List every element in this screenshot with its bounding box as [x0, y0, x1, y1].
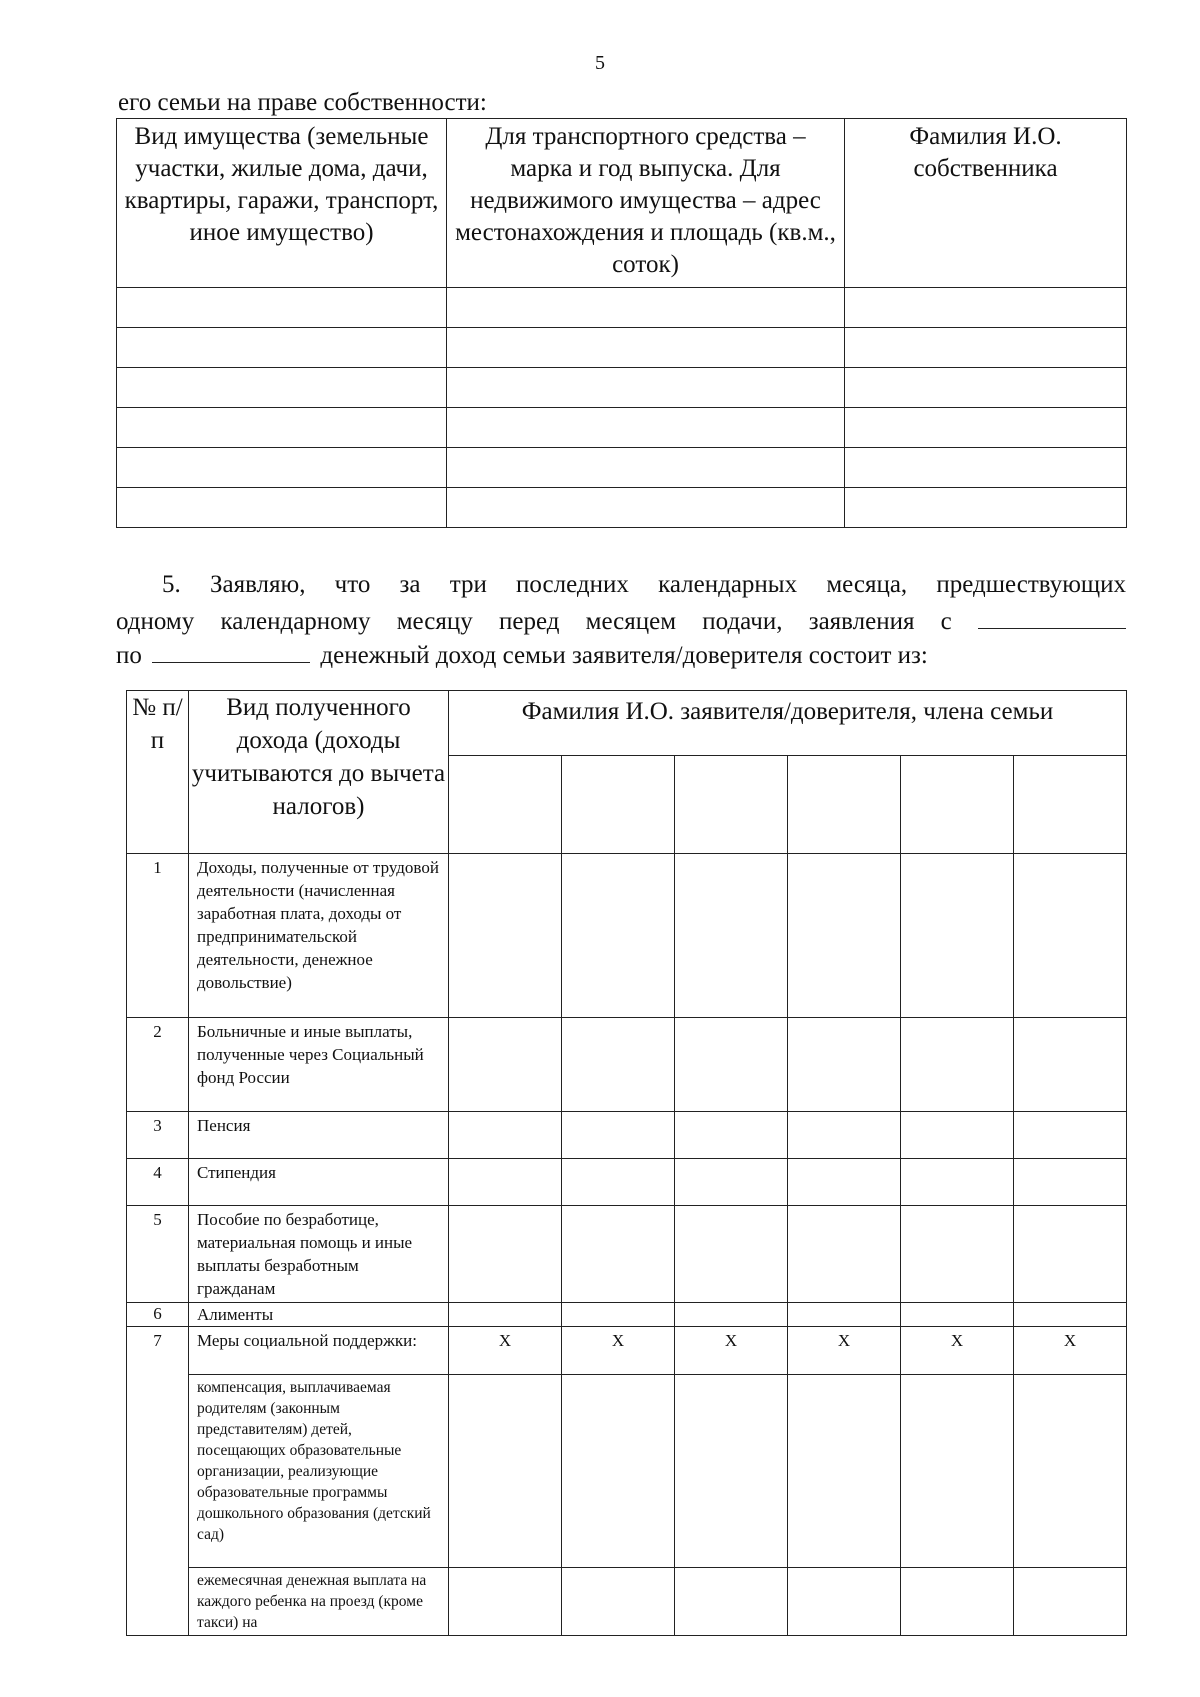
income-cell[interactable] [901, 1018, 1014, 1112]
income-cell[interactable] [449, 1018, 562, 1112]
table-cell[interactable] [845, 288, 1127, 328]
income-cell[interactable] [788, 1206, 901, 1303]
income-cell[interactable] [562, 1018, 675, 1112]
income-subtype-label: компенсация, выплачиваемая родителям (законным представителям) детей, посещающих образовательные организации, реализующие образовательные программы дошкольного образования (детский сад) [189, 1375, 449, 1568]
paragraph-5-line-3-start: по [116, 642, 142, 669]
income-cell[interactable] [901, 1303, 1014, 1327]
row-number: 5 [127, 1206, 189, 1303]
table-cell[interactable] [447, 288, 845, 328]
table-row [127, 1206, 1127, 1303]
table-row [127, 1375, 1127, 1568]
income-cell[interactable] [1014, 854, 1127, 1018]
row-number: 2 [127, 1018, 189, 1112]
income-type-label: Стипендия [189, 1159, 449, 1206]
table-cell[interactable] [117, 328, 447, 368]
income-cell[interactable] [562, 1206, 675, 1303]
income-cell[interactable] [675, 854, 788, 1018]
income-cell[interactable] [788, 1159, 901, 1206]
income-cell[interactable] [449, 1375, 562, 1568]
income-type-label: Больничные и иные выплаты, полученные через Социальный фонд России [189, 1018, 449, 1112]
person-name-cell[interactable] [449, 756, 562, 854]
table-row [127, 1018, 1127, 1112]
income-header-kind: Вид полученного дохода (доходы учитываются до вычета налогов) [189, 691, 449, 854]
income-header-persons: Фамилия И.О. заявителя/доверителя, члена семьи [449, 691, 1127, 756]
table-cell[interactable] [845, 328, 1127, 368]
table-cell[interactable] [117, 488, 447, 528]
income-type-label: Доходы, полученные от трудовой деятельности (начисленная заработная плата, доходы от предпринимательской деятельности, денежное довольствие) [189, 854, 449, 1018]
income-cell[interactable] [1014, 1018, 1127, 1112]
income-cell[interactable] [901, 1112, 1014, 1159]
table-cell[interactable] [447, 368, 845, 408]
table-row [117, 288, 1127, 328]
income-cell[interactable] [1014, 1303, 1127, 1327]
income-cell[interactable] [449, 1568, 562, 1636]
income-cell[interactable] [788, 1112, 901, 1159]
table-row [127, 1112, 1127, 1159]
table-row [127, 1568, 1127, 1636]
table-row [117, 368, 1127, 408]
table-cell[interactable] [447, 448, 845, 488]
table-cell[interactable] [447, 488, 845, 528]
x-mark: X [449, 1327, 562, 1375]
person-name-cell[interactable] [788, 756, 901, 854]
income-cell[interactable] [675, 1375, 788, 1568]
income-type-label: Алименты [189, 1303, 449, 1327]
property-table [116, 118, 1127, 528]
income-cell[interactable] [1014, 1112, 1127, 1159]
person-name-cell[interactable] [675, 756, 788, 854]
intro-text: его семьи на праве собственности: [118, 89, 487, 116]
income-cell[interactable] [449, 1303, 562, 1327]
income-cell[interactable] [675, 1303, 788, 1327]
table-cell[interactable] [117, 448, 447, 488]
income-cell[interactable] [901, 1568, 1014, 1636]
property-header-kind: Вид имущества (земельные участки, жилые дома, дачи, квартиры, гаражи, транспорт, иное имущество) [117, 119, 447, 288]
income-type-label: Меры социальной поддержки: [189, 1327, 449, 1375]
income-cell[interactable] [449, 1159, 562, 1206]
income-cell[interactable] [449, 854, 562, 1018]
table-row [127, 1327, 1127, 1375]
person-name-cell[interactable] [1014, 756, 1127, 854]
row-number: 1 [127, 854, 189, 1018]
income-cell[interactable] [449, 1112, 562, 1159]
income-cell[interactable] [1014, 1206, 1127, 1303]
table-cell[interactable] [845, 488, 1127, 528]
row-number: 3 [127, 1112, 189, 1159]
table-cell[interactable] [117, 288, 447, 328]
table-cell[interactable] [117, 408, 447, 448]
x-mark: X [1014, 1327, 1127, 1375]
income-cell[interactable] [1014, 1568, 1127, 1636]
table-row [117, 448, 1127, 488]
income-cell[interactable] [562, 1159, 675, 1206]
income-cell[interactable] [562, 1568, 675, 1636]
income-cell[interactable] [562, 1112, 675, 1159]
date-to-blank[interactable] [152, 636, 310, 663]
table-row [117, 488, 1127, 528]
income-type-label: Пенсия [189, 1112, 449, 1159]
table-cell[interactable] [845, 368, 1127, 408]
income-cell[interactable] [901, 1159, 1014, 1206]
income-cell[interactable] [675, 1112, 788, 1159]
x-mark: X [562, 1327, 675, 1375]
x-mark: X [675, 1327, 788, 1375]
property-header-details: Для транспортного средства – марка и год выпуска. Для недвижимого имущества – адрес местонахождения и площадь (кв.м., соток) [447, 119, 845, 288]
income-cell[interactable] [562, 1303, 675, 1327]
table-row [127, 1303, 1127, 1327]
x-mark: X [788, 1327, 901, 1375]
income-cell[interactable] [901, 1206, 1014, 1303]
table-cell[interactable] [845, 408, 1127, 448]
page-number: 5 [595, 52, 605, 74]
table-cell[interactable] [117, 368, 447, 408]
income-subtype-label: ежемесячная денежная выплата на каждого ребенка на проезд (кроме такси) на [189, 1568, 449, 1636]
person-name-cell[interactable] [901, 756, 1014, 854]
table-row [127, 1159, 1127, 1206]
row-number: 6 [127, 1303, 189, 1327]
property-header-owner: Фамилия И.О. собственника [845, 119, 1127, 288]
income-cell[interactable] [675, 1018, 788, 1112]
income-cell[interactable] [788, 1303, 901, 1327]
row-number: 7 [127, 1327, 189, 1636]
income-cell[interactable] [901, 1375, 1014, 1568]
income-cell[interactable] [675, 1159, 788, 1206]
income-cell[interactable] [788, 1568, 901, 1636]
paragraph-5-line-3 [116, 636, 1126, 673]
paragraph-5-line-2-text: одному календарному месяцу перед месяцем подачи, заявления с [116, 608, 952, 635]
income-table [126, 690, 1127, 1636]
row-number: 4 [127, 1159, 189, 1206]
income-cell[interactable] [562, 854, 675, 1018]
paragraph-5-line-3-end: денежный доход семьи заявителя/доверителя состоит из: [320, 642, 928, 669]
income-cell[interactable] [1014, 1159, 1127, 1206]
paragraph-5-line-2 [116, 602, 1126, 639]
income-cell[interactable] [1014, 1375, 1127, 1568]
income-header-number: № п/п [127, 691, 189, 854]
income-cell[interactable] [675, 1568, 788, 1636]
income-type-label: Пособие по безработице, материальная помощь и иные выплаты безработным гражданам [189, 1206, 449, 1303]
income-cell[interactable] [449, 1206, 562, 1303]
table-cell[interactable] [845, 448, 1127, 488]
income-cell[interactable] [901, 854, 1014, 1018]
table-row [117, 408, 1127, 448]
person-name-cell[interactable] [562, 756, 675, 854]
table-row [117, 328, 1127, 368]
income-cell[interactable] [788, 1375, 901, 1568]
paragraph-5-line-1: 5. Заявляю, что за три последних календарных месяца, предшествующих [162, 571, 1126, 598]
income-cell[interactable] [675, 1206, 788, 1303]
x-mark: X [901, 1327, 1014, 1375]
date-from-blank[interactable] [978, 602, 1126, 629]
income-cell[interactable] [788, 854, 901, 1018]
table-cell[interactable] [447, 408, 845, 448]
table-cell[interactable] [447, 328, 845, 368]
table-row [127, 854, 1127, 1018]
income-cell[interactable] [788, 1018, 901, 1112]
income-cell[interactable] [562, 1375, 675, 1568]
